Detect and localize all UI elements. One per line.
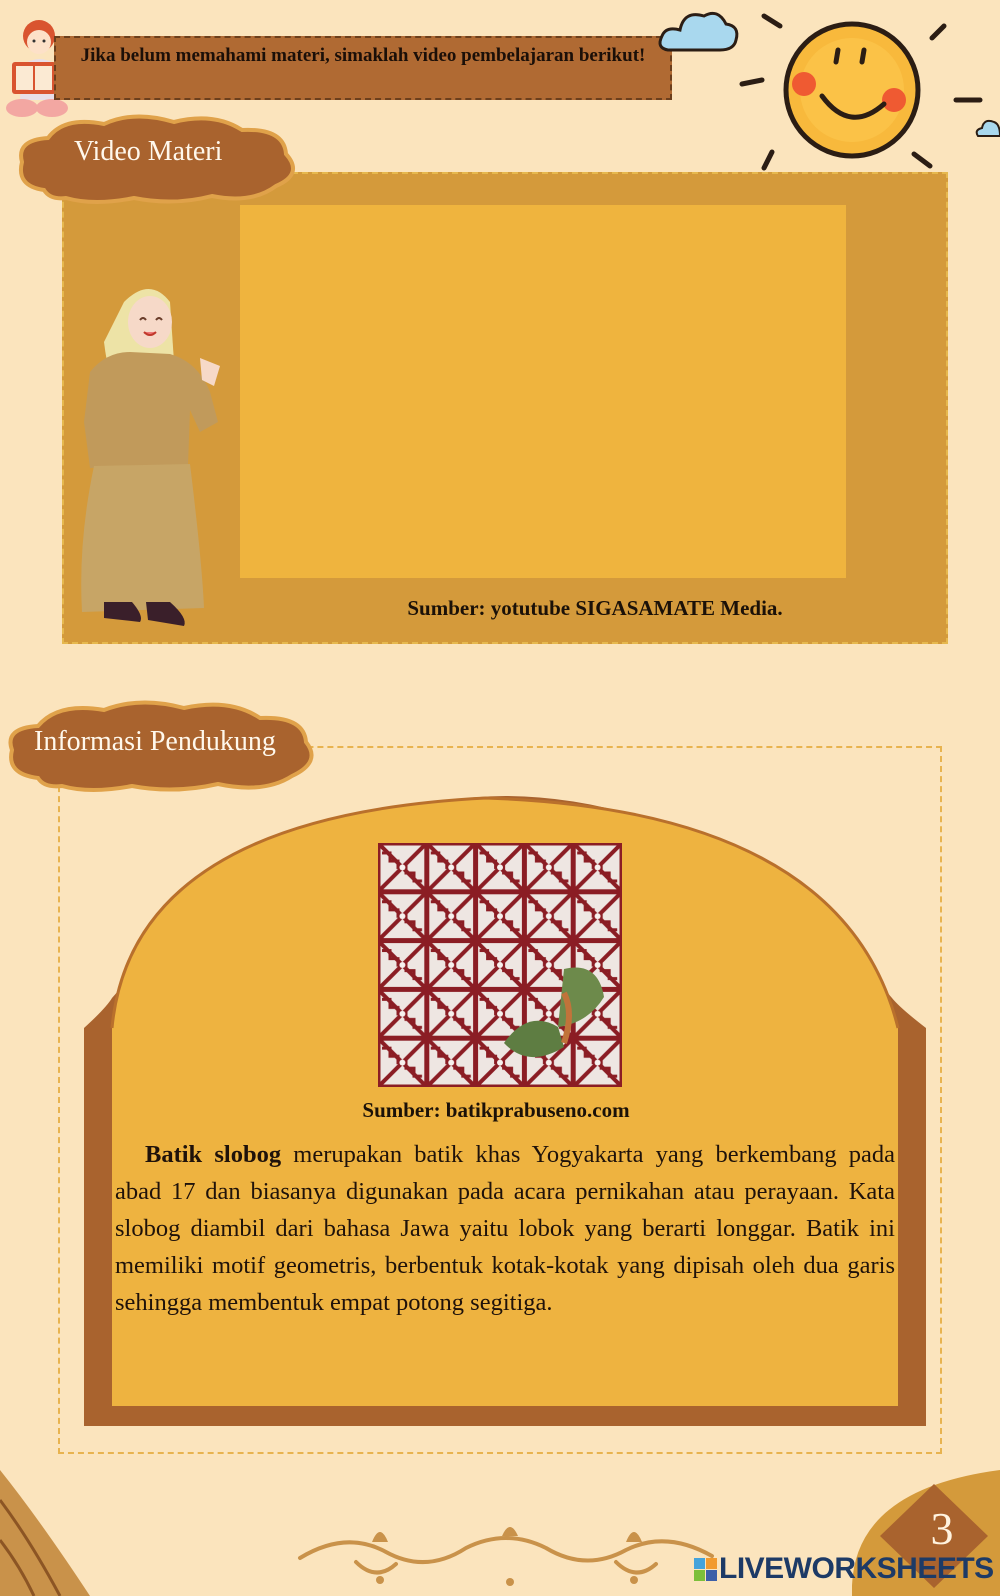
cloud-icon-small [974, 116, 1000, 140]
image-source-caption: Sumber: batikprabuseno.com [362, 1098, 630, 1122]
video-section-label: Video Materi [74, 136, 223, 167]
instruction-text: Jika belum memahami materi, simaklah video pembelajaran berikut! [80, 45, 646, 66]
teacher-illustration [70, 282, 242, 644]
info-section-label: Informasi Pendukung [34, 726, 276, 757]
page-number: 3 [930, 1503, 954, 1554]
liveworksheets-logo[interactable] [694, 1552, 994, 1586]
liveworksheets-brand: LIVEWORKSHEETS [719, 1552, 994, 1585]
batik-description-text: merupakan batik khas Yogyakarta yang berkembang pada abad 17 dan biasanya digunakan pada acara pernikahan atau perayaan. Kata slobog diambil dari bahasa Jawa yaitu lobok yang berarti longgar. Batik ini memiliki motif geometris, berbentuk kotak-kotak yang dipisah oleh dua garis sehingga membentuk empat potong segitiga. [115, 1141, 895, 1316]
batik-slobog-image [378, 843, 622, 1087]
instruction-banner [54, 36, 672, 100]
corner-batik-ornament [0, 1470, 90, 1596]
video-source-caption: Sumber: yotutube SIGASAMATE Media. [407, 596, 783, 620]
batik-term: Batik slobog [145, 1141, 282, 1168]
smiling-sun-illustration [736, 0, 1000, 200]
live-badge-icon [694, 1558, 717, 1581]
batik-description-paragraph [115, 1136, 895, 1321]
footer-flourish-ornament [296, 1522, 716, 1592]
video-embed-area[interactable] [240, 205, 846, 578]
cloud-icon [656, 6, 740, 56]
